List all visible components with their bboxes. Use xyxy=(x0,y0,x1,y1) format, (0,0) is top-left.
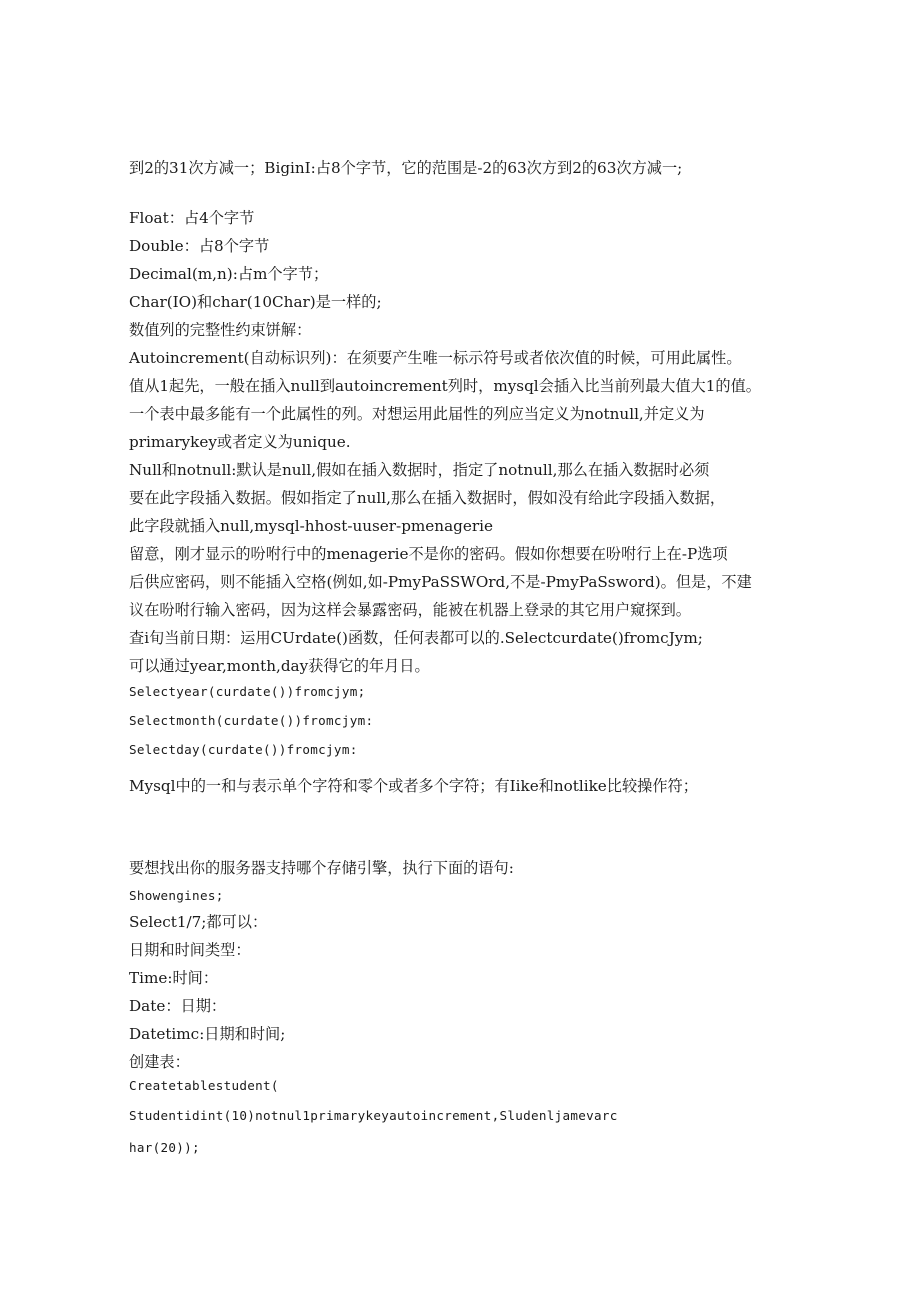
text-line-decimal: Decimal(m,n):占m个字节； xyxy=(129,265,329,283)
text-line-password-note-2: 后供应密码，则不能插入空格(例如,如-PmyPaSSWOrd,不是-PmyPaSsword)。但是，不建 xyxy=(129,573,752,591)
text-line-null: Null和notnull:默认是null,假如在插入数据时，指定了notnull,那么在插入数据时必须 xyxy=(129,461,710,479)
code-line-select-year: Selectyear(curdate())fromcjym; xyxy=(129,684,366,699)
text-line-primarykey: primarykey或者定义为unique. xyxy=(129,433,351,451)
text-line-curdate: 查i旬当前日期：运用CUrdate()函数，任何表都可以的.Selectcurdate()fromcJym; xyxy=(129,629,703,647)
text-line-select-ratio: Select1/7;都可以： xyxy=(129,913,268,931)
text-line-password-note: 留意，刚才显示的吩咐行中的menagerie不是你的密码。假如你想要在吩咐行上在-P选项 xyxy=(129,545,728,563)
code-line-create-table: Createtablestudent( xyxy=(129,1078,279,1093)
text-line-time: Time:时间： xyxy=(129,969,219,987)
code-line-show-engines: Showengines; xyxy=(129,888,224,903)
text-line-double: Double：占8个字节 xyxy=(129,237,270,255)
text-line-null-3: 此字段就插入null,mysql-hhost-uuser-pmenagerie xyxy=(129,517,493,535)
code-line-student-columns: Studentidint(10)notnul1primarykeyautoincrement,Sludenljamevarc xyxy=(129,1108,618,1123)
text-line-autoincrement: Autoincrement(自动标识列)：在须要产生唯一标示符号或者依次值的时候，可用此属性。 xyxy=(129,349,742,367)
text-line-password-note-3: 议在吩咐行输入密码，因为这样会暴露密码，能被在机器上登录的其它用户窥探到。 xyxy=(129,601,691,619)
text-line-char: Char(IO)和char(10Char)是一样的; xyxy=(129,293,382,311)
text-line-integer-range: 到2的31次方减一；BiginI:占8个字节，它的范围是-2的63次方到2的63次方减一; xyxy=(129,159,683,177)
code-line-student-columns-end: har(20)); xyxy=(129,1140,200,1155)
code-line-select-month: Selectmonth(curdate())fromcjym: xyxy=(129,713,374,728)
text-line-autoincrement-3: 一个表中最多能有一个此属性的列。对想运用此届性的列应当定义为notnull,并定义为 xyxy=(129,405,705,423)
code-line-select-day: Selectday(curdate())fromcjym: xyxy=(129,742,358,757)
text-line-null-2: 要在此字段插入数据。假如指定了null,那么在插入数据时，假如没有给此字段插入数据， xyxy=(129,489,726,507)
text-line-float: Float：占4个字节 xyxy=(129,209,255,227)
text-line-constraint-heading: 数值列的完整性约束饼解： xyxy=(129,321,312,339)
text-line-year-month-day: 可以通过year,month,day获得它的年月日。 xyxy=(129,657,430,675)
text-line-datetime: Datetimc:日期和时间; xyxy=(129,1025,286,1043)
text-line-autoincrement-2: 值从1起先，一般在插入null到autoincrement列时，mysql会插入比当前列最大值大1的值。 xyxy=(129,377,761,395)
text-line-like-operators: Mysql中的一和与表示单个字符和零个或者多个字符；有Iike和notlike比较操作符； xyxy=(129,777,698,795)
text-line-datetime-types: 日期和时间类型： xyxy=(129,941,251,959)
text-line-engines-heading: 要想找出你的服务器支持哪个存储引擎，执行下面的语句: xyxy=(129,859,514,877)
text-line-date: Date：日期： xyxy=(129,997,227,1015)
text-line-create-table: 创建表： xyxy=(129,1053,190,1071)
